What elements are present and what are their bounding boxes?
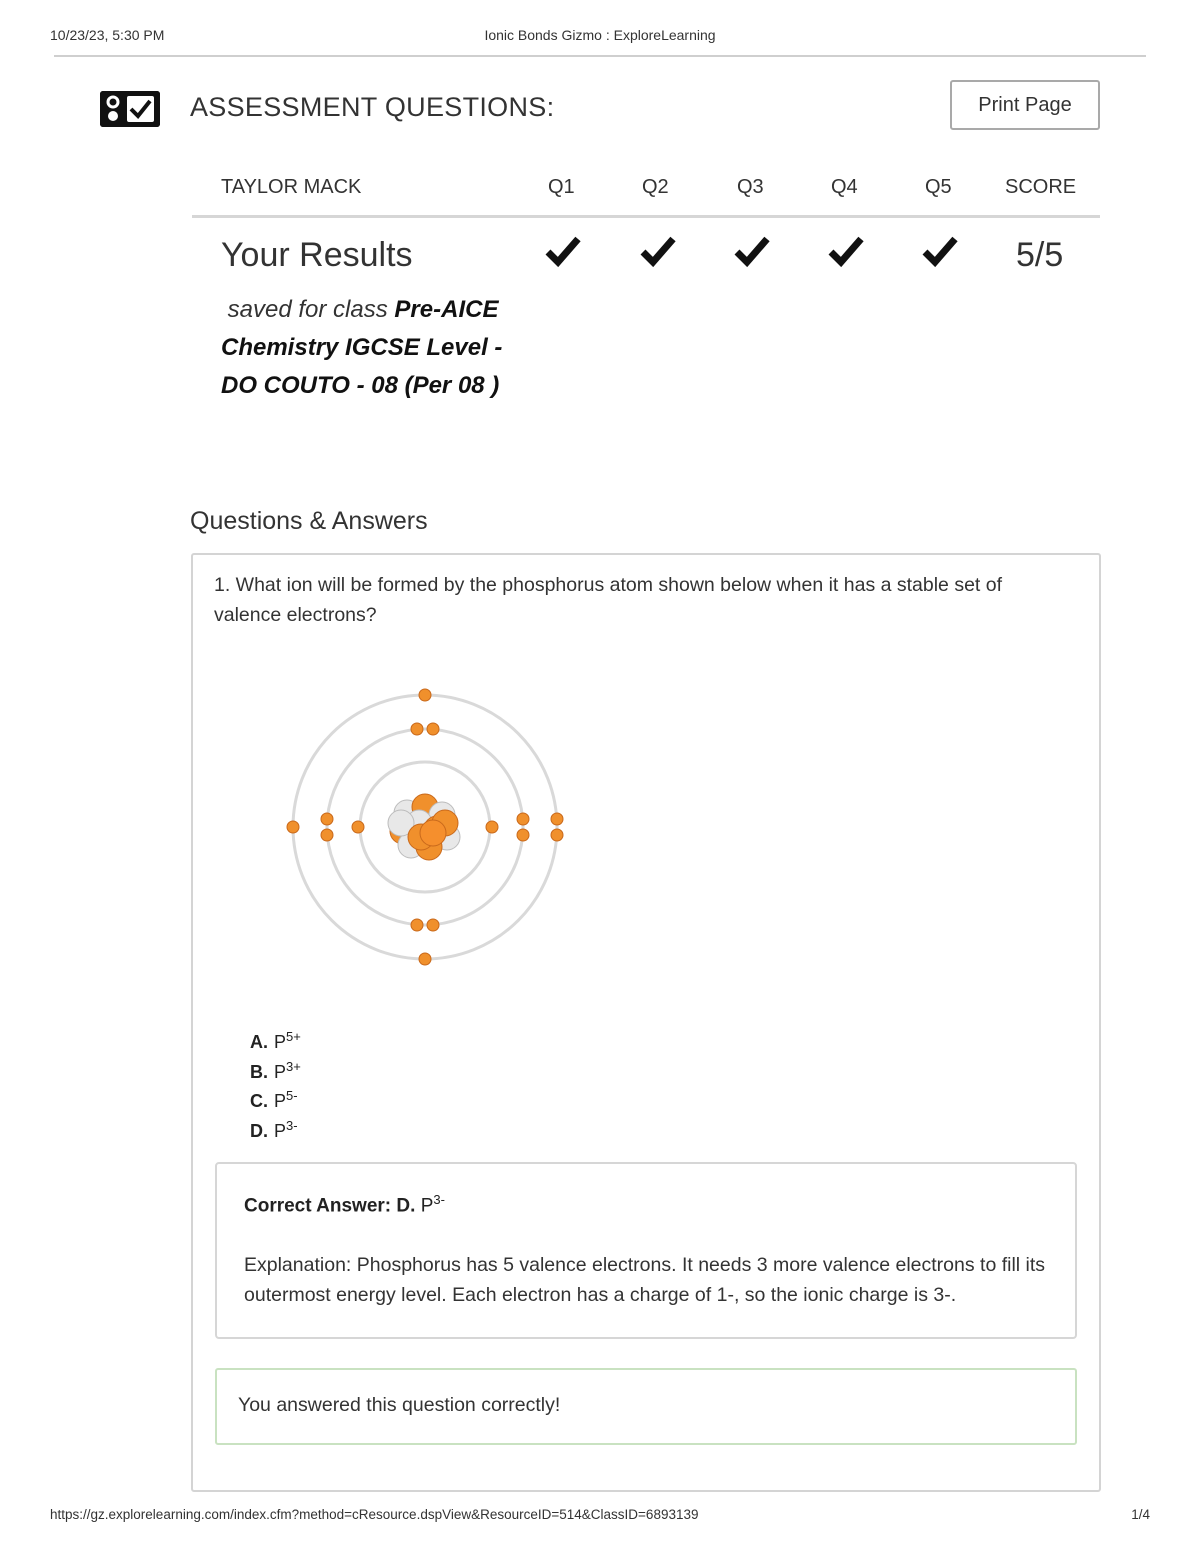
col-score: SCORE	[1005, 176, 1077, 198]
col-q2: Q2	[642, 176, 669, 198]
explanation-text: Explanation: Phosphorus has 5 valence electrons. It needs 3 more valence electrons to fill its outermost energy level. Each electron has a charge of 1-, so the ionic charge is 3-.	[244, 1254, 1046, 1306]
nucleus	[388, 794, 460, 860]
option-b: B. $P^{3+}$	[250, 1058, 301, 1082]
your-results-label: Your Results	[221, 236, 413, 274]
electron-9	[517, 813, 529, 825]
electron-6	[427, 919, 439, 931]
electron-8	[321, 829, 333, 841]
class-name: Pre-AICE Chemistry IGCSE Level - DO COUTO - 08 (Per 08 )	[221, 296, 503, 399]
saved-for-class-text: saved for class	[227, 296, 388, 323]
electron-7	[321, 813, 333, 825]
option-d: D. $P^{3-}$	[250, 1117, 298, 1141]
assessment-checklist-icon	[100, 91, 160, 127]
option-a: A. $P^{5+}$	[250, 1029, 301, 1052]
class-info	[221, 291, 511, 405]
check-icon-q2	[640, 234, 676, 268]
electron-15	[551, 829, 563, 841]
electron-4	[427, 723, 439, 735]
print-page-title: Ionic Bonds Gizmo : ExploreLearning	[484, 27, 716, 43]
col-q3: Q3	[737, 176, 764, 198]
electron-3	[411, 723, 423, 735]
check-icon-q4	[828, 234, 864, 268]
print-page-number: 1/4	[1131, 1507, 1150, 1522]
electron-11	[419, 689, 431, 701]
correct-answer-letter: D.	[396, 1195, 416, 1217]
answer-options	[250, 1022, 301, 1140]
col-q5: Q5	[925, 176, 952, 198]
print-footer	[50, 1507, 1150, 1525]
electron-5	[411, 919, 423, 931]
print-date: 10/23/23, 5:30 PM	[50, 27, 165, 43]
assessment-title: ASSESSMENT QUESTIONS:	[190, 92, 555, 122]
print-header	[50, 27, 1150, 45]
electron-2	[486, 821, 498, 833]
electron-10	[517, 829, 529, 841]
feedback-text: You answered this question correctly!	[238, 1394, 561, 1416]
print-url: https://gz.explorelearning.com/index.cfm?method=cResource.dspView&ResourceID=514&ClassID=6893139	[50, 1507, 699, 1522]
electron-12	[419, 953, 431, 965]
question-text: 1. What ion will be formed by the phosphorus atom shown below when it has a stable set of valence electrons?	[214, 574, 1003, 626]
header-divider	[54, 55, 1146, 57]
electron-14	[551, 813, 563, 825]
electron-13	[287, 821, 299, 833]
check-icon-q3	[734, 234, 770, 268]
print-page-button[interactable]: Print Page	[950, 80, 1100, 130]
correct-answer: Correct Answer: D. $P^{3-}$	[244, 1192, 445, 1217]
student-name: TAYLOR MACK	[221, 176, 362, 198]
check-icon-q5	[922, 234, 958, 268]
score-value: 5/5	[1016, 236, 1064, 274]
col-q4: Q4	[831, 176, 858, 198]
col-q1: Q1	[548, 176, 575, 198]
results-header-row	[192, 170, 1100, 210]
electron-1	[352, 821, 364, 833]
nucleus-particle-13	[420, 820, 446, 846]
qa-section-title: Questions & Answers	[190, 507, 428, 535]
check-icon-q1	[545, 234, 581, 268]
results-divider	[192, 215, 1100, 218]
phosphorus-atom-diagram	[280, 682, 570, 972]
correct-answer-label: Correct Answer:	[244, 1195, 392, 1217]
option-c: C. $P^{5-}$	[250, 1088, 298, 1111]
